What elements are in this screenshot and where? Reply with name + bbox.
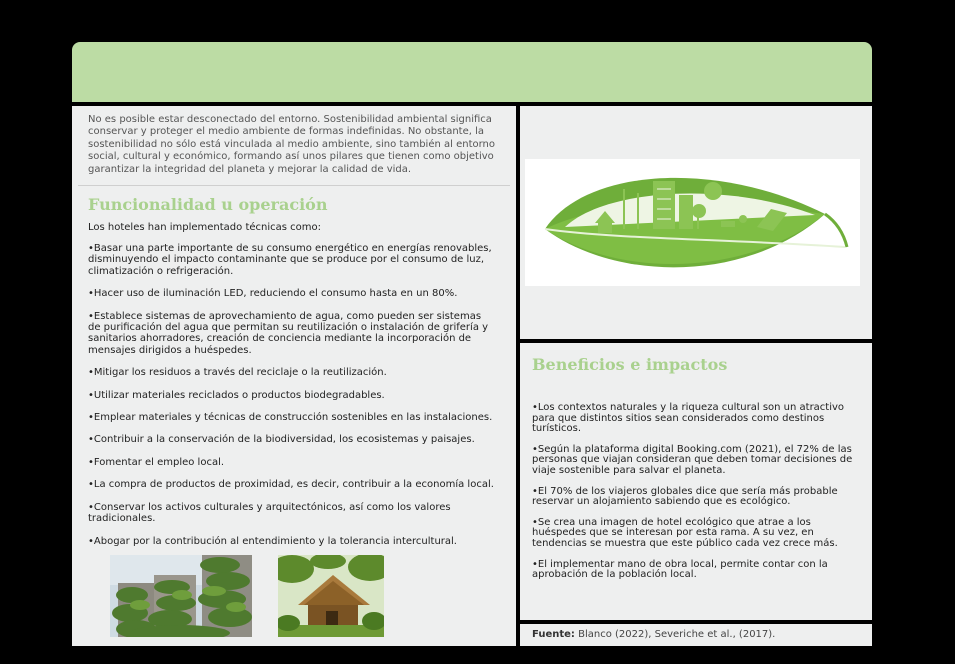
list-item: •Hacer uso de iluminación LED, reduciendo el consumo hasta en un 80%. <box>88 288 458 300</box>
funcionalidad-list <box>88 243 496 558</box>
list-item: •El implementar mano de obra local, permite contar con la aprobación de la población local. <box>532 558 828 581</box>
list-item: •Emplear materiales y técnicas de construcción sostenibles en las instalaciones. <box>88 412 493 424</box>
source-citation <box>532 629 775 640</box>
list-item: •Según la plataforma digital Booking.com (2021), el 72% de las personas que viajan consideran que deben tomar decisiones de viaje sostenible para salvar el planeta. <box>532 443 853 476</box>
header-banner <box>72 42 872 102</box>
list-item: •La compra de productos de proximidad, es decir, contribuir a la economía local. <box>88 479 494 491</box>
list-item: •Los contextos naturales y la riqueza cultural son un atractivo para que distintos sitios sean considerados como destinos turísticos. <box>532 402 845 435</box>
list-item: •Contribuir a la conservación de la biodiversidad, los ecosistemas y paisajes. <box>88 434 475 446</box>
list-item: •Se crea una imagen de hotel ecológico que atrae a los huéspedes que se interesan por esta rama. A su vez, en tendencias se muestra que este público cada vez crece más. <box>532 516 838 549</box>
intro-paragraph: No es posible estar desconectado del entorno. Sostenibilidad ambiental significa conservar y proteger el medio ambiente de formas indefinidas. No obstante, la sostenibilidad no sólo está vinculada al medio ambiente, sino también al entorno social, cultural y económico, formando así unos pilares que tienen como objetivo garantizar la integridad del planeta y mejorar la calidad de vida. <box>88 114 496 175</box>
list-item: •Establece sistemas de aprovechamiento de agua, como pueden ser sistemas de purificación del agua que permitan su reutilización o instalación de grifería y sanitarios ahorradores, creación de conciencia mediante la incorporación de mensajes dirigidos a huéspedes. <box>88 310 489 356</box>
source-text: Blanco (2022), Severiche et al., (2017). <box>574 629 776 640</box>
beneficios-list <box>532 403 866 591</box>
beneficios-panel <box>520 343 872 620</box>
left-panel <box>72 106 516 646</box>
green-towers-photo <box>110 555 252 637</box>
list-item: •Basar una parte importante de su consumo energético en energías renovables, disminuyendo el impacto contaminante que se produce por el consumo de luz, climatización o refrigeración. <box>88 243 492 277</box>
list-item: •Abogar por la contribución al entendimiento y la tolerancia intercultural. <box>88 535 457 547</box>
funcionalidad-lead: Los hoteles han implementado técnicas como: <box>88 222 322 233</box>
image-panel <box>520 106 872 339</box>
list-item: •Fomentar el empleo local. <box>88 456 225 468</box>
palm-hut-photo <box>278 555 384 637</box>
source-panel <box>520 624 872 646</box>
divider <box>78 185 510 186</box>
beneficios-title: Beneficios e impactos <box>532 355 728 374</box>
funcionalidad-title: Funcionalidad u operación <box>88 195 328 214</box>
list-item: •El 70% de los viajeros globales dice que sería más probable reservar un alojamiento sabiendo que es ecológico. <box>532 485 838 508</box>
list-item: •Utilizar materiales reciclados o productos biodegradables. <box>88 389 385 401</box>
source-label: Fuente: <box>532 629 575 640</box>
eco-leaf-illustration <box>525 159 860 286</box>
list-item: •Mitigar los residuos a través del reciclaje o la reutilización. <box>88 367 387 379</box>
list-item: •Conservar los activos culturales y arquitectónicos, así como los valores tradicionales. <box>88 501 451 525</box>
